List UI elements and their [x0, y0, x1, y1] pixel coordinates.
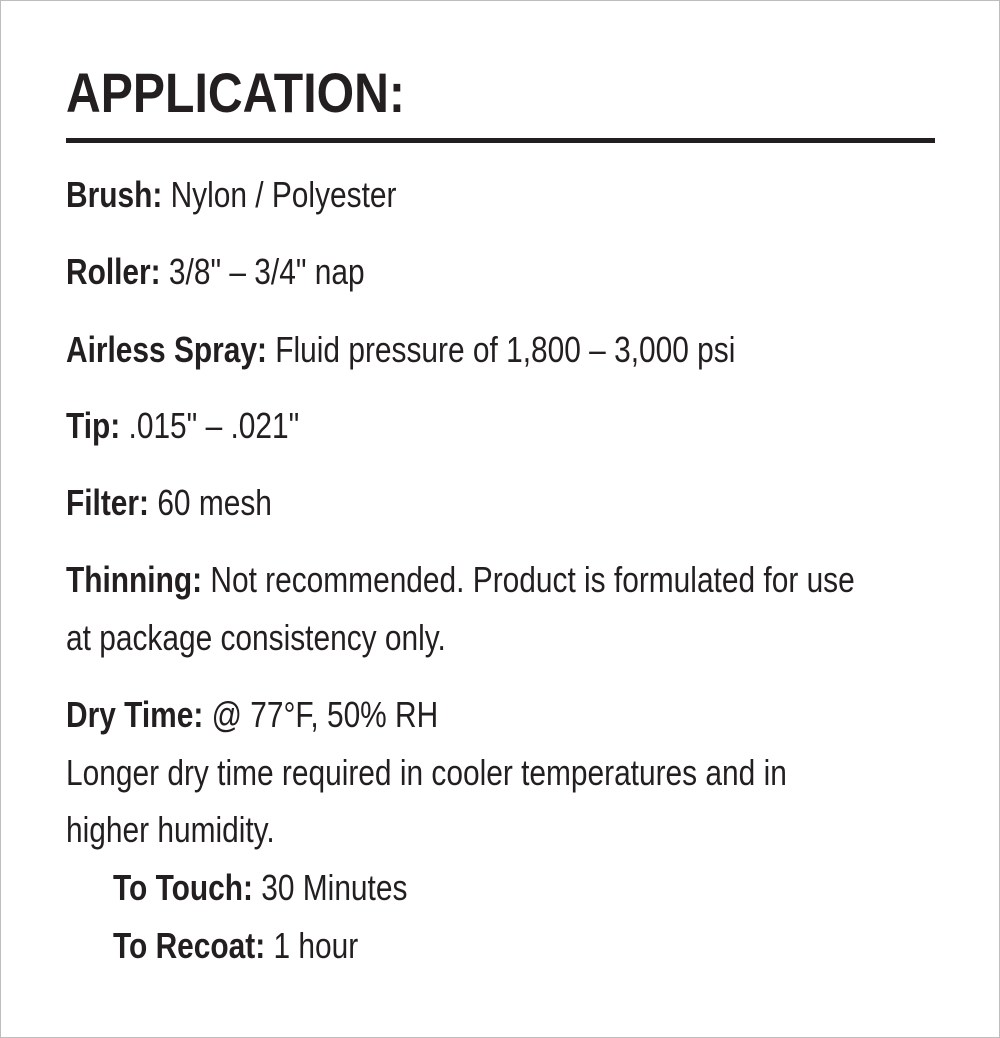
roller-row	[66, 250, 365, 294]
thinning-label: Thinning:	[66, 559, 203, 600]
title-divider	[66, 138, 935, 143]
to-touch-value: 30 Minutes	[252, 867, 408, 908]
airless-spray-label: Airless Spray:	[66, 329, 267, 370]
tip-label: Tip:	[66, 405, 121, 446]
brush-row	[66, 173, 396, 217]
dry-time-label: Dry Time:	[66, 694, 204, 735]
brush-value: Nylon / Polyester	[162, 174, 397, 215]
thinning-row	[66, 558, 855, 602]
thinning-value: Not recommended. Product is formulated for use	[202, 559, 855, 600]
to-touch-row	[113, 866, 407, 910]
section-title: APPLICATION:	[66, 61, 405, 124]
roller-label: Roller:	[66, 251, 161, 292]
dry-time-value: @ 77°F, 50% RH	[203, 694, 439, 735]
dry-time-note-line-1: Longer dry time required in cooler temperatures and in	[66, 752, 787, 793]
filter-label: Filter:	[66, 482, 150, 523]
tip-value: .015" – .021"	[120, 405, 300, 446]
to-recoat-value: 1 hour	[265, 925, 359, 966]
to-recoat-label: To Recoat:	[113, 925, 266, 966]
filter-value: 60 mesh	[149, 482, 272, 523]
roller-value: 3/8" – 3/4" nap	[160, 251, 365, 292]
airless-spray-value: Fluid pressure of 1,800 – 3,000 psi	[266, 329, 736, 370]
to-touch-label: To Touch:	[113, 867, 253, 908]
dry-time-note-line-2: higher humidity.	[66, 809, 275, 850]
brush-label: Brush:	[66, 174, 163, 215]
dry-time-row	[66, 693, 438, 737]
tip-row	[66, 404, 299, 448]
filter-row	[66, 481, 272, 525]
application-section	[66, 59, 936, 966]
to-recoat-row	[113, 924, 358, 968]
thinning-continuation: at package consistency only.	[66, 617, 446, 658]
airless-spray-row	[66, 328, 735, 372]
